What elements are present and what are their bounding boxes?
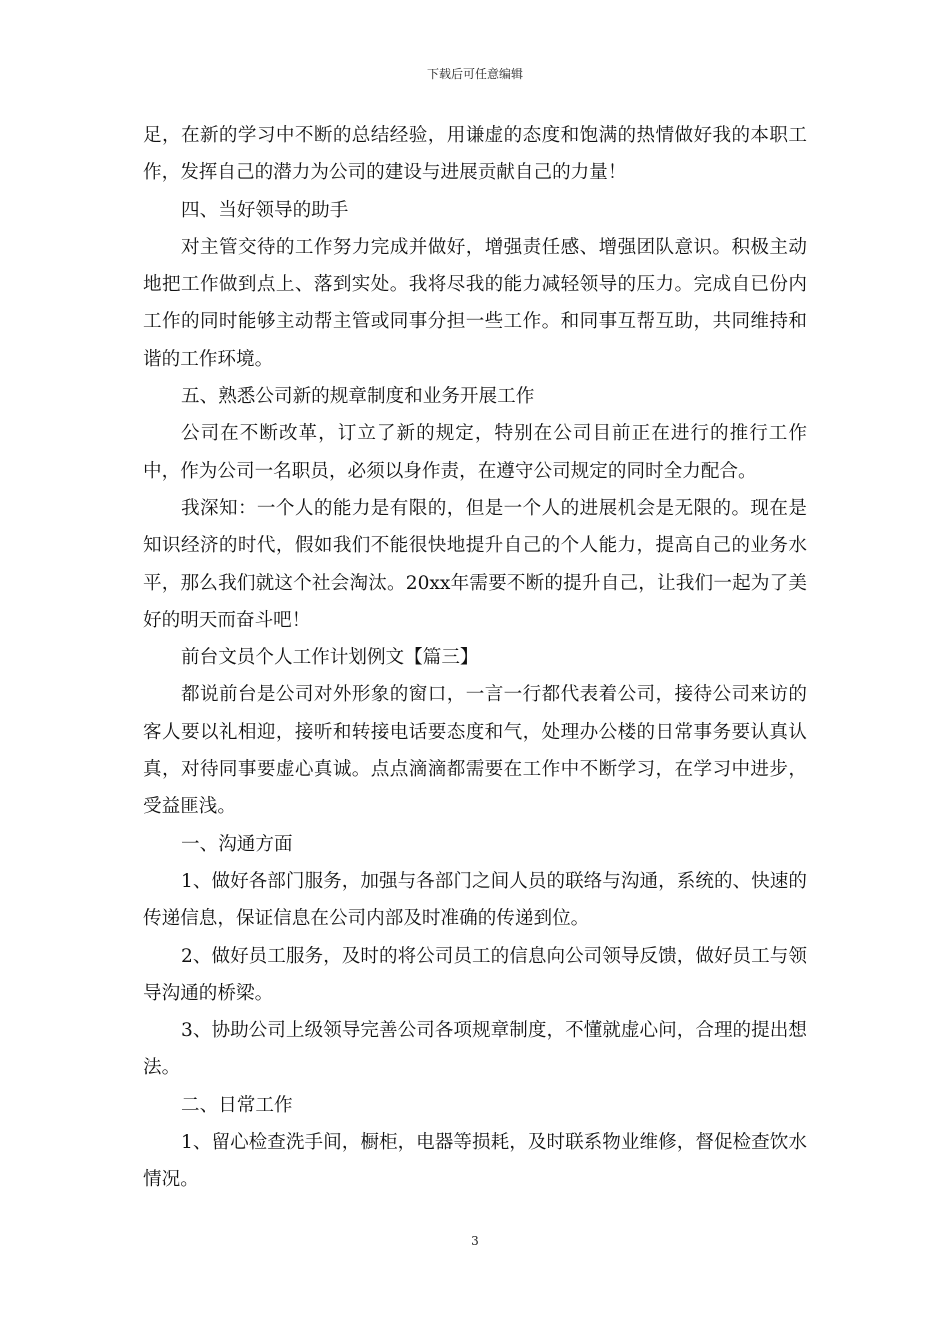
- document-body: [143, 117, 807, 1199]
- article-title: 前台文员个人工作计划例文【篇三】: [181, 647, 479, 669]
- paragraph: 我深知：一个人的能力是有限的，但是一个人的进展机会是无限的。现在是知识经济的时代，假如我们不能很快地提升自己的个人能力，提高自己的业务水平，那么我们就这个社会淘汰。20xx年需要不断的提升自己，让我们一起为了美好的明天而奋斗吧！: [143, 497, 807, 631]
- paragraph: 都说前台是公司对外形象的窗口，一言一行都代表着公司，接待公司来访的客人要以礼相迎，接听和转接电话要态度和气，处理办公楼的日常事务要认真认真，对待同事要虚心真诚。点点滴滴都需要在工作中不断学习，在学习中进步，受益匪浅。: [143, 684, 807, 818]
- section-heading: 二、日常工作: [181, 1094, 293, 1116]
- paragraph: 对主管交待的工作努力完成并做好，增强责任感、增强团队意识。积极主动地把工作做到点上、落到实处。我将尽我的能力减轻领导的压力。完成自已份内工作的同时能够主动帮主管或同事分担一些工作。和同事互帮互助，共同维持和谐的工作环境。: [143, 236, 807, 370]
- list-item: 1、留心检查洗手间，橱柜，电器等损耗，及时联系物业维修，督促检查饮水情况。: [143, 1132, 807, 1191]
- paragraph: 足，在新的学习中不断的总结经验，用谦虚的态度和饱满的热情做好我的本职工作，发挥自己的潜力为公司的建设与进展贡献自己的力量！: [143, 125, 807, 184]
- page-number: 3: [471, 1234, 479, 1248]
- list-item: 1、做好各部门服务，加强与各部门之间人员的联络与沟通，系统的、快速的传递信息，保证信息在公司内部及时准确的传递到位。: [143, 870, 807, 930]
- list-item: 2、做好员工服务，及时的将公司员工的信息向公司领导反馈，做好员工与领导沟通的桥梁。: [143, 945, 807, 1004]
- list-item: 3、协助公司上级领导完善公司各项规章制度，不懂就虚心问，合理的提出想法。: [143, 1020, 807, 1079]
- section-heading: 一、沟通方面: [181, 833, 293, 855]
- paragraph: 公司在不断改革，订立了新的规定，特别在公司目前正在进行的推行工作中，作为公司一名职员，必须以身作责，在遵守公司规定的同时全力配合。: [143, 423, 807, 482]
- page-header: 下载后可任意编辑: [426, 67, 523, 81]
- section-heading: 四、当好领导的助手: [181, 199, 349, 221]
- section-heading: 五、熟悉公司新的规章制度和业务开展工作: [181, 386, 535, 408]
